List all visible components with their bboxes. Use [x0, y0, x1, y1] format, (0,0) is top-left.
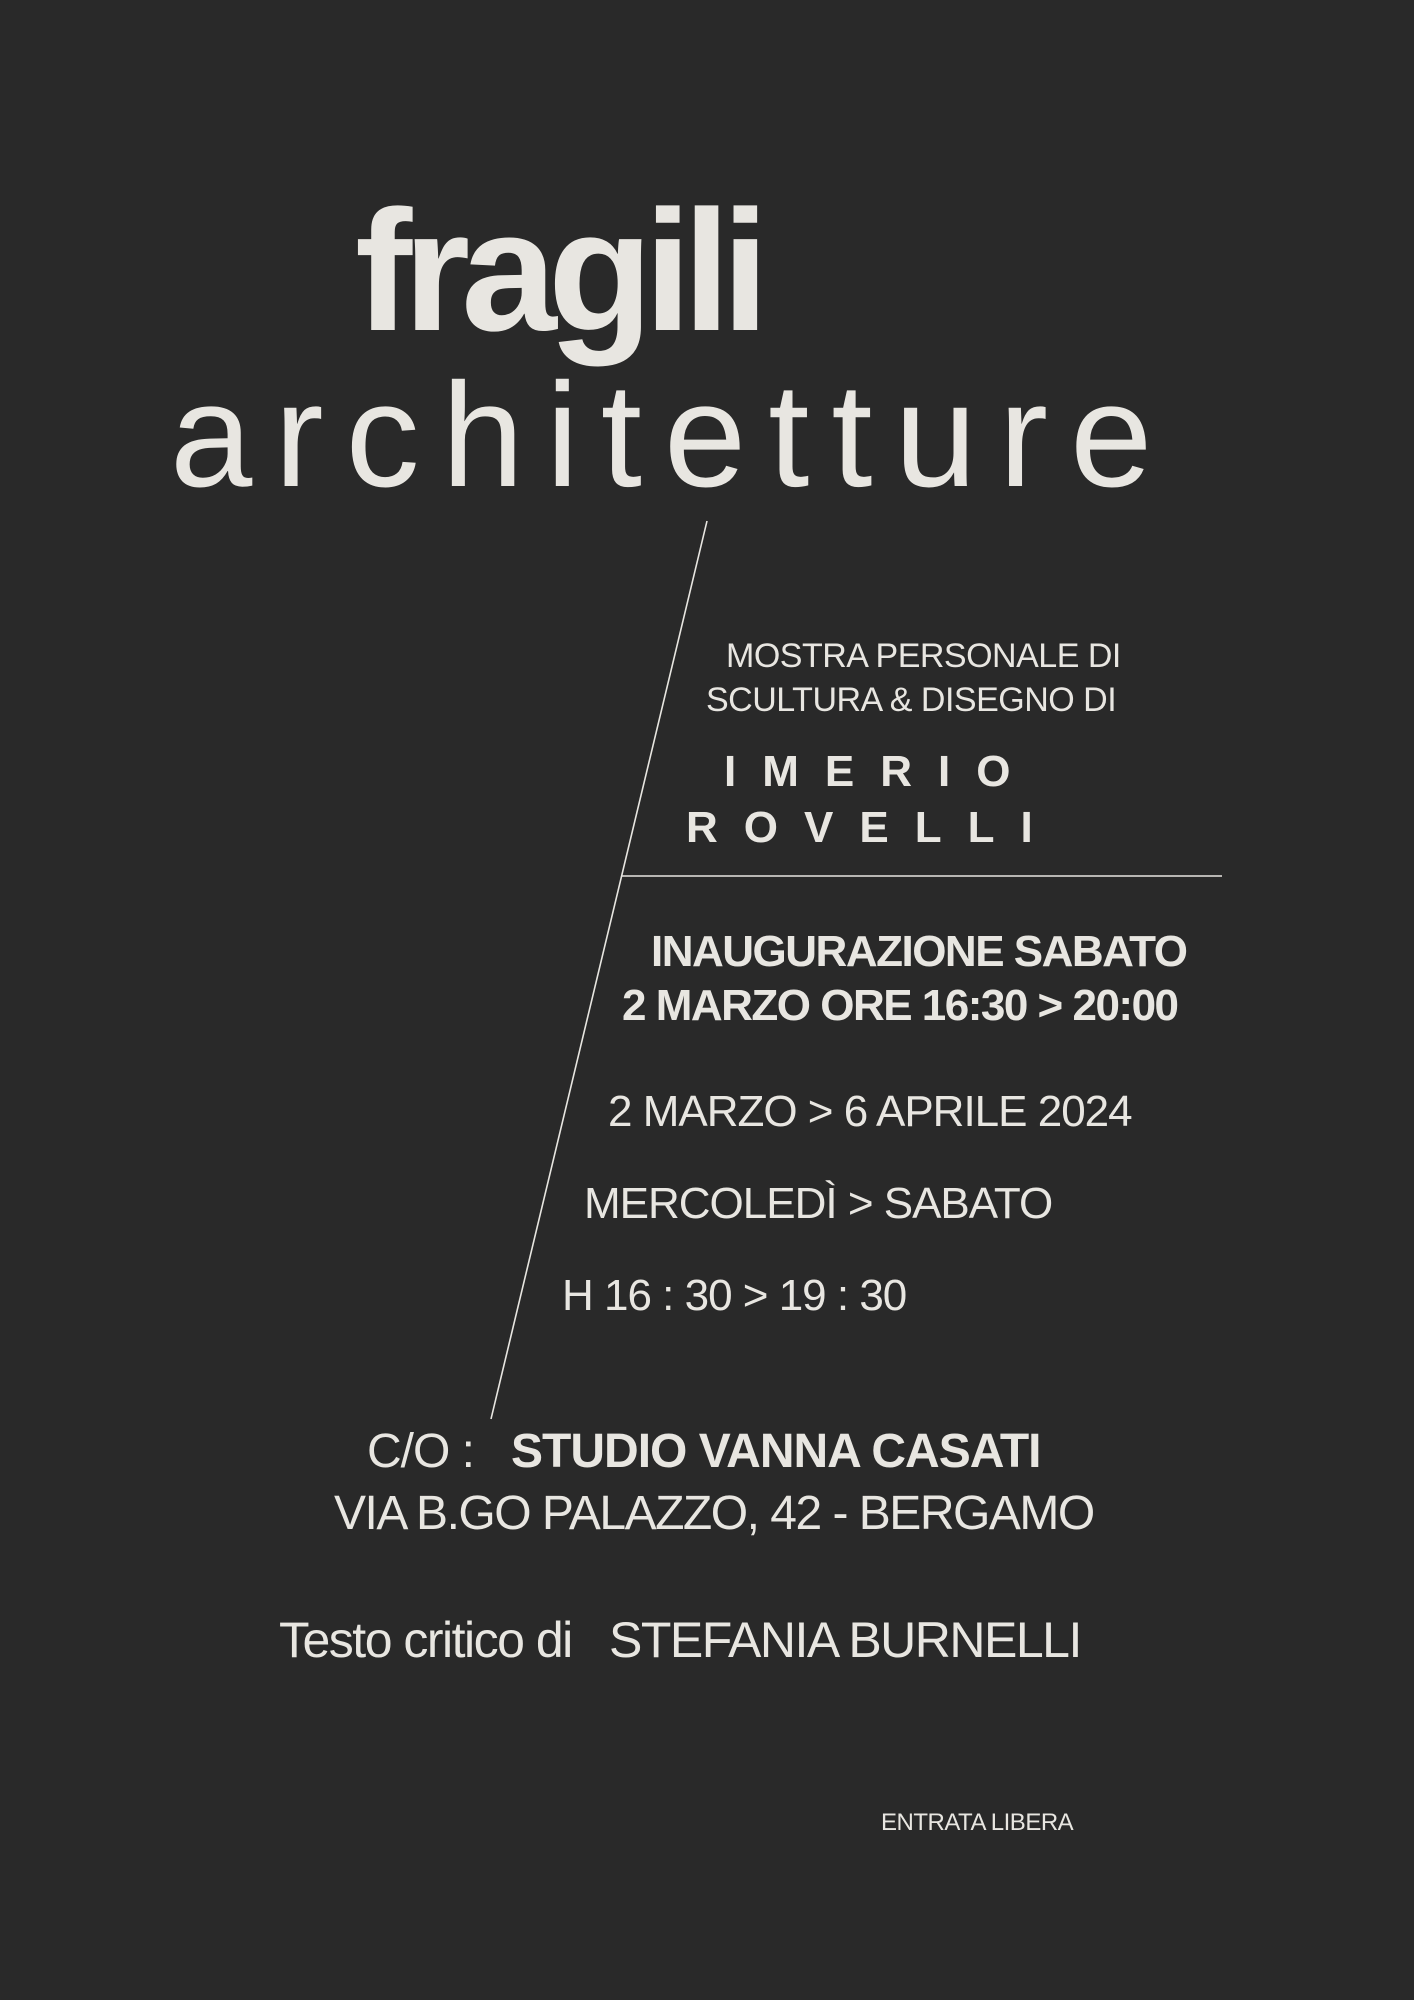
critic-label: Testo critico di — [279, 1612, 572, 1668]
critic-credit — [279, 1612, 1081, 1668]
opening-line-1: INAUGURAZIONE SABATO — [651, 927, 1187, 976]
subtitle-line-1: MOSTRA PERSONALE DI — [726, 637, 1121, 675]
venue — [367, 1425, 1041, 1478]
opening-line-2: 2 MARZO ORE 16:30 > 20:00 — [622, 981, 1178, 1030]
title-fragili: fragili — [355, 175, 761, 367]
free-entry-note: ENTRATA LIBERA — [881, 1809, 1074, 1836]
venue-name: STUDIO VANNA CASATI — [511, 1425, 1041, 1478]
opening-hours: H 16 : 30 > 19 : 30 — [562, 1271, 907, 1320]
title-architetture: architetture — [170, 353, 1175, 518]
venue-prefix: C/O : — [367, 1425, 475, 1478]
critic-name: STEFANIA BURNELLI — [608, 1612, 1081, 1668]
artist-last-name: ROVELLI — [686, 803, 1059, 852]
exhibition-subtitle — [706, 634, 1121, 722]
exhibition-dates: 2 MARZO > 6 APRILE 2024 — [608, 1087, 1132, 1136]
subtitle-line-2: SCULTURA & DISEGNO DI — [706, 681, 1117, 719]
opening-days: MERCOLEDÌ > SABATO — [584, 1179, 1053, 1228]
artist-first-name: IMERIO — [724, 747, 1037, 796]
venue-address: VIA B.GO PALAZZO, 42 - BERGAMO — [334, 1487, 1094, 1540]
